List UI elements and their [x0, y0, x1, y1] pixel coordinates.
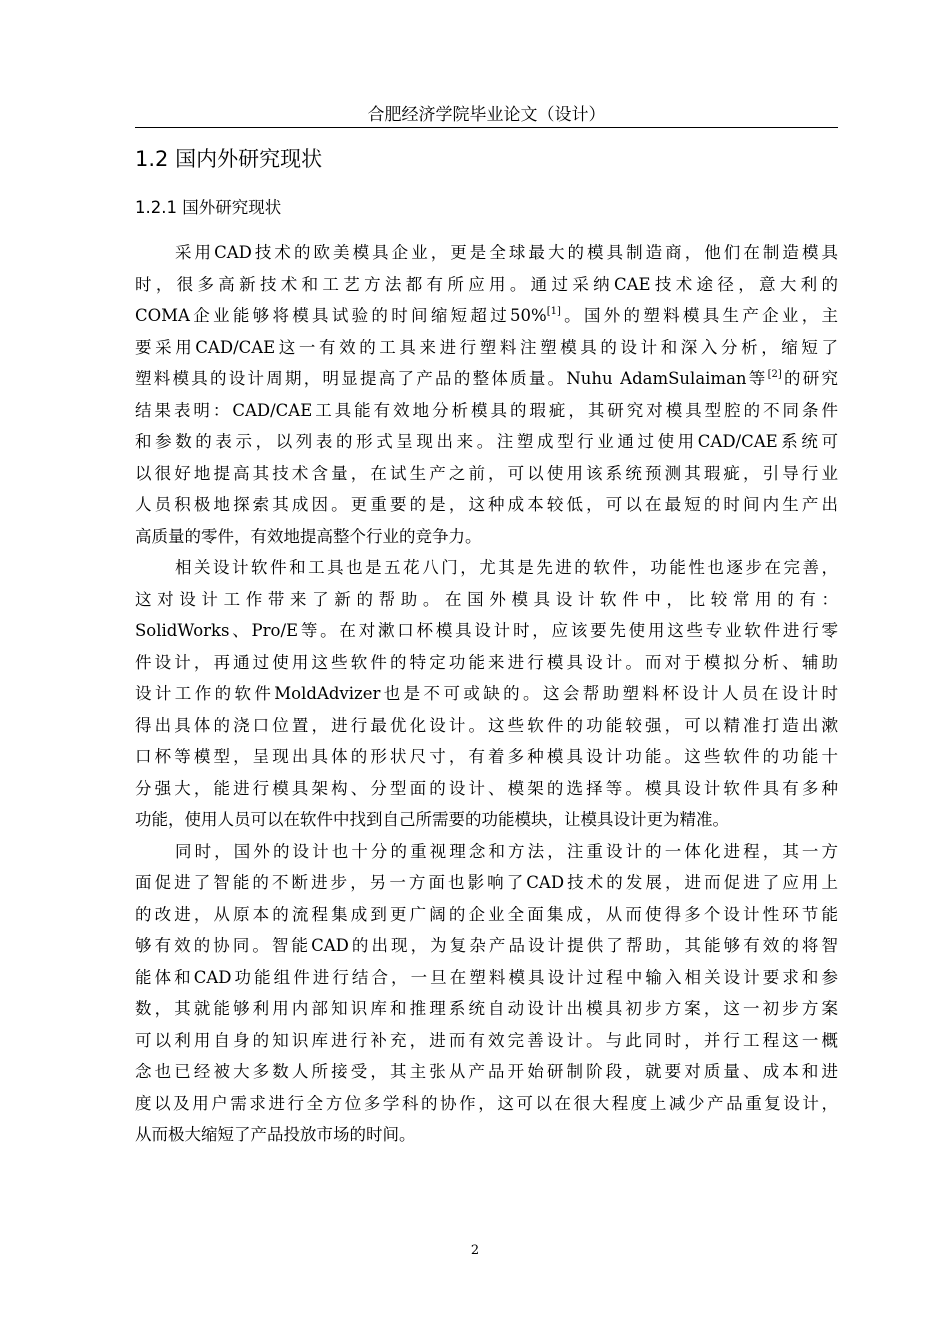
text-line: 设计工作的软件MoldAdvizer也是不可或缺的。这会帮助塑料杯设计人员在设计时	[135, 684, 838, 703]
text-line: 面促进了智能的不断进步，另一方面也影响了CAD技术的发展，进而促进了应用上	[135, 873, 838, 892]
running-header: 合肥经济学院毕业论文（设计）	[367, 105, 606, 125]
subsection-heading: 1.2.1 国外研究现状	[135, 198, 282, 217]
text-line: 和参数的表示，以列表的形式呈现出来。注塑成型行业通过使用CAD/CAE系统可	[135, 432, 838, 451]
text-line: SolidWorks、Pro/E等。在对漱口杯模具设计时，应该要先使用这些专业软件进行零	[135, 621, 838, 640]
text-line: 高质量的零件，有效地提高整个行业的竞争力。	[135, 526, 482, 546]
paragraph	[135, 237, 838, 552]
text-line: 数，其就能够利用内部知识库和推理系统自动设计出模具初步方案，这一初步方案	[135, 999, 838, 1018]
text-line: 念也已经被大多数人所接受，其主张从产品开始研制阶段，就要对质量、成本和进	[135, 1062, 838, 1081]
citation-marker: [1]	[546, 306, 561, 317]
text-line: 够有效的协同。智能CAD的出现，为复杂产品设计提供了帮助，其能够有效的将智	[135, 936, 838, 955]
text-line: 可以利用自身的知识库进行补充，进而有效完善设计。与此同时，并行工程这一概	[135, 1030, 838, 1050]
text-line	[135, 300, 838, 332]
text-line: 时，很多高新技术和工艺方法都有所应用。通过采纳CAE技术途径，意大利的	[135, 274, 838, 294]
text-line: 这对设计工作带来了新的帮助。在国外模具设计软件中，比较常用的有：	[135, 589, 838, 609]
text-line: 功能，使用人员可以在软件中找到自己所需要的功能模块，让模具设计更为精准。	[135, 810, 729, 829]
text-line: 从而极大缩短了产品投放市场的时间。	[135, 1125, 416, 1144]
text-segment: COMA企业能够将模具试验的时间缩短超过50%	[135, 306, 547, 325]
text-line: 以很好地提高其技术含量，在试生产之前，可以使用该系统预测其瑕疵，引导行业	[135, 463, 838, 483]
text-line: 分强大，能进行模具架构、分型面的设计、模架的选择等。模具设计软件具有多种	[135, 778, 838, 798]
text-line: 要采用CAD/CAE这一有效的工具来进行塑料注塑模具的设计和深入分析，缩短了	[135, 337, 838, 357]
text-segment: 。国外的塑料模具生产企业，主	[560, 306, 838, 325]
paragraph	[135, 552, 838, 836]
text-line: 采用CAD技术的欧美模具企业，更是全球最大的模具制造商，他们在制造模具	[175, 243, 838, 262]
paragraph	[135, 836, 838, 1151]
text-line: 结果表明：CAD/CAE工具能有效地分析模具的瑕疵，其研究对模具型腔的不同条件	[135, 400, 838, 420]
text-line: 的改进，从原本的流程集成到更广阔的企业全面集成，从而使得多个设计性环节能	[135, 904, 838, 924]
text-segment: 塑料模具的设计周期，明显提高了产品的整体质量。Nuhu AdamSulaiman等	[135, 369, 768, 388]
text-line: 得出具体的浇口位置，进行最优化设计。这些软件的功能较强，可以精准打造出漱	[135, 715, 838, 735]
text-line: 相关设计软件和工具也是五花八门，尤其是先进的软件，功能性也逐步在完善，	[175, 558, 838, 577]
text-line: 人员积极地探索其成因。更重要的是，这种成本较低，可以在最短的时间内生产出	[135, 495, 838, 514]
text-line: 同时，国外的设计也十分的重视理念和方法，注重设计的一体化进程，其一方	[175, 841, 838, 861]
text-line	[135, 363, 838, 395]
page-number: 2	[470, 1243, 480, 1258]
citation-marker: [2]	[767, 369, 782, 380]
text-line: 口杯等模型，呈现出具体的形状尺寸，有着多种模具设计功能。这些软件的功能十	[135, 747, 838, 766]
text-line: 度以及用户需求进行全方位多学科的协作，这可以在很大程度上减少产品重复设计，	[135, 1093, 838, 1113]
text-segment: 的研究	[781, 369, 838, 388]
body-text	[135, 237, 838, 1151]
text-line: 件设计，再通过使用这些软件的特定功能来进行模具设计。而对于模拟分析、辅助	[135, 652, 838, 672]
header-rule	[135, 127, 838, 128]
text-line: 能体和CAD功能组件进行结合，一旦在塑料模具设计过程中输入相关设计要求和参	[135, 967, 838, 987]
section-heading: 1.2 国内外研究现状	[135, 147, 323, 171]
